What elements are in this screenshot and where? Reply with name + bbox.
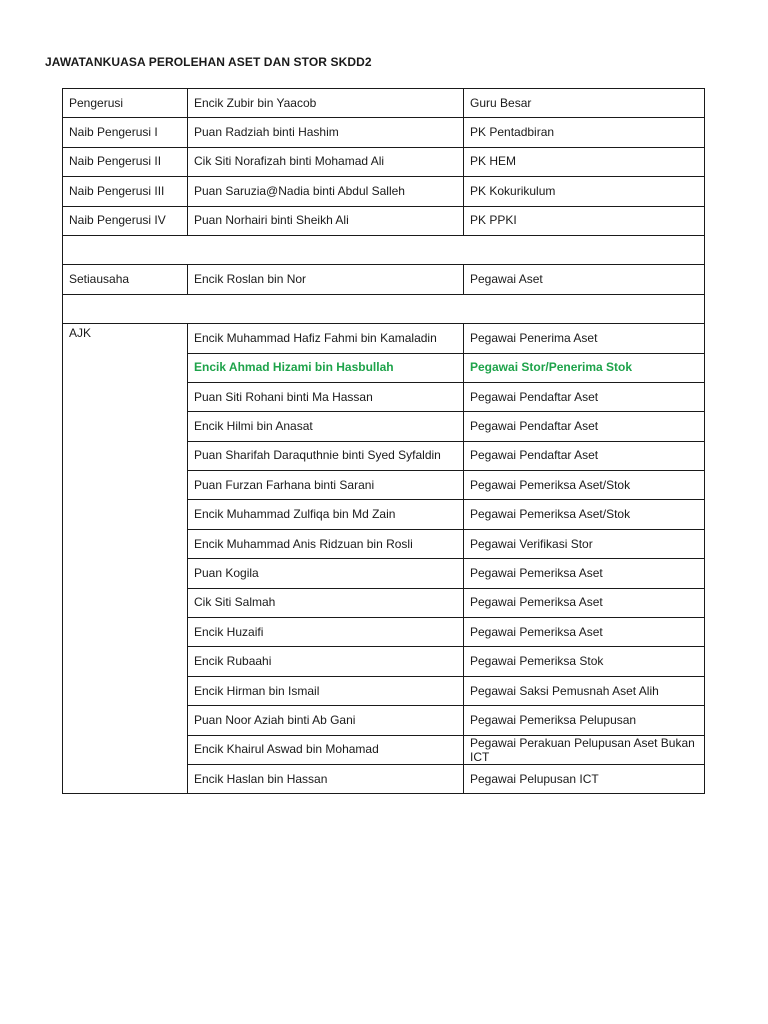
name-cell: Puan Saruzia@Nadia binti Abdul Salleh [188,177,464,206]
name-cell: Puan Siti Rohani binti Ma Hassan [188,382,464,411]
committee-table [62,88,705,794]
name-cell: Puan Noor Aziah binti Ab Gani [188,706,464,735]
position-cell: Guru Besar [464,89,705,118]
table-row [63,265,705,294]
name-cell: Puan Kogila [188,559,464,588]
position-cell: Pegawai Pendaftar Aset [464,412,705,441]
name-cell: Puan Radziah binti Hashim [188,118,464,147]
table-row [63,118,705,147]
table-row [63,324,705,353]
name-cell: Encik Huzaifi [188,618,464,647]
position-cell: PK Pentadbiran [464,118,705,147]
position-cell: Pegawai Pemeriksa Pelupusan [464,706,705,735]
name-cell: Encik Rubaahi [188,647,464,676]
position-cell: Pegawai Pemeriksa Aset/Stok [464,471,705,500]
spacer-cell [63,294,705,323]
position-cell: Pegawai Pendaftar Aset [464,441,705,470]
position-cell: PK Kokurikulum [464,177,705,206]
position-cell: Pegawai Pemeriksa Aset [464,588,705,617]
table-row [63,147,705,176]
name-cell: Encik Zubir bin Yaacob [188,89,464,118]
position-cell: Pegawai Saksi Pemusnah Aset Alih [464,676,705,705]
name-cell: Puan Sharifah Daraquthnie binti Syed Syfaldin [188,441,464,470]
name-cell: Encik Muhammad Hafiz Fahmi bin Kamaladin [188,324,464,353]
position-cell: Pegawai Aset [464,265,705,294]
position-cell-highlighted: Pegawai Stor/Penerima Stok [464,353,705,382]
table-row [63,89,705,118]
position-cell: PK PPKI [464,206,705,235]
name-cell: Cik Siti Norafizah binti Mohamad Ali [188,147,464,176]
name-cell: Encik Muhammad Anis Ridzuan bin Rosli [188,529,464,558]
position-cell: Pegawai Perakuan Pelupusan Aset Bukan ICT [464,735,705,764]
position-cell: Pegawai Penerima Aset [464,324,705,353]
name-cell: Puan Furzan Farhana binti Sarani [188,471,464,500]
position-cell: Pegawai Pelupusan ICT [464,764,705,793]
name-cell: Cik Siti Salmah [188,588,464,617]
name-cell: Encik Khairul Aswad bin Mohamad [188,735,464,764]
position-cell: Pegawai Pemeriksa Aset [464,559,705,588]
name-cell: Encik Roslan bin Nor [188,265,464,294]
position-cell: Pegawai Pendaftar Aset [464,382,705,411]
position-cell: Pegawai Pemeriksa Stok [464,647,705,676]
role-cell: Naib Pengerusi II [63,147,188,176]
name-cell: Encik Haslan bin Hassan [188,764,464,793]
name-cell: Encik Muhammad Zulfiqa bin Md Zain [188,500,464,529]
spacer-row [63,294,705,323]
table-row [63,206,705,235]
role-cell: Naib Pengerusi IV [63,206,188,235]
role-cell: Setiausaha [63,265,188,294]
role-cell: Naib Pengerusi I [63,118,188,147]
ajk-label-cell: AJK [63,324,188,794]
role-cell: Pengerusi [63,89,188,118]
name-cell: Encik Hilmi bin Anasat [188,412,464,441]
position-cell: Pegawai Pemeriksa Aset/Stok [464,500,705,529]
position-cell: PK HEM [464,147,705,176]
spacer-row [63,235,705,264]
table-row [63,177,705,206]
role-cell: Naib Pengerusi III [63,177,188,206]
name-cell-highlighted: Encik Ahmad Hizami bin Hasbullah [188,353,464,382]
name-cell: Encik Hirman bin Ismail [188,676,464,705]
position-cell: Pegawai Verifikasi Stor [464,529,705,558]
name-cell: Puan Norhairi binti Sheikh Ali [188,206,464,235]
position-cell: Pegawai Pemeriksa Aset [464,618,705,647]
spacer-cell [63,235,705,264]
document-title: JAWATANKUASA PEROLEHAN ASET DAN STOR SKDD2 [45,55,372,69]
